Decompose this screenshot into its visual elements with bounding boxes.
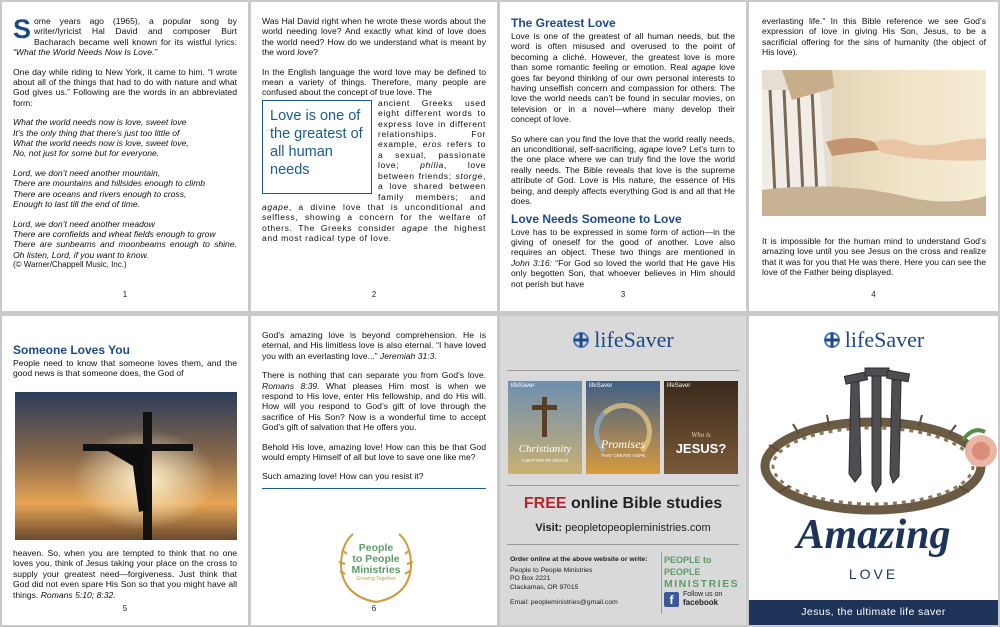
divider	[262, 488, 486, 489]
text: heaven. So, when you are tempted to think that no one loves you, think of Jesus taking your place on the cross to supply your greatest need—forgiveness. Just think that God did not even spare His Son so that you might have all things.	[13, 548, 237, 600]
page-5-para-2	[13, 548, 237, 600]
page-1	[2, 2, 248, 311]
text: love goes far beyond thinking of our own personal interests to having unselfish concern and compassion for others. The love the world needs can’t be found in secular movies, on television or in a novel—where many develop their concept of love.	[511, 62, 736, 125]
lyrics-verse-2	[13, 168, 237, 210]
cross-lifering-icon	[823, 331, 841, 349]
book-pretitle: Who is	[691, 431, 711, 439]
text: God’s amazing love is beyond comprehension. He is eternal, and His limitless love is also eternal. “I have loved you with an everlasting love...”	[262, 330, 486, 361]
divider	[507, 544, 739, 545]
text: love? Let’s turn to the one place where we can truly find the love the world really needs. The Bible reveals that love is the supreme attribute of God. Love is His nature, the essence of His being, and deeply affects everything God is and all that He does.	[511, 144, 735, 207]
people-to-people-logo	[335, 526, 417, 608]
cross-icon	[542, 397, 547, 437]
book-title: Christianity	[518, 443, 572, 455]
lyric-line: Enough to last till the end of time.	[13, 199, 141, 210]
pull-quote: Love is one of the greatest of all human needs	[262, 100, 372, 194]
org-name: People to People Ministries	[510, 567, 593, 575]
ptp-line: MINISTRIES	[664, 578, 740, 590]
facebook-text	[683, 591, 722, 607]
order-title: Order online at the above website or write:	[510, 556, 648, 563]
cross-lifering-icon	[572, 331, 590, 349]
brand-name: lifeSaver	[844, 327, 925, 352]
paragraph: Was Hal David right when he wrote these words about the world needing love? And exactly what kind of love does the world need? How do we understand what is meant by the word	[262, 16, 486, 58]
page-number: 2	[371, 290, 377, 299]
free-rest: online Bible studies	[570, 495, 723, 512]
lyric-line: There are sunbeams and moonbeams enough to shine. Oh listen, Lord, if you want to know.	[13, 239, 237, 260]
text: Love is one of the greatest of all human needs, but the word is often misused and overused to the point of becoming a cliché. However, the greatest love is more than some romantic feeling or emotion. Real	[511, 31, 735, 73]
page-4	[749, 2, 998, 311]
page-5-intro	[13, 343, 237, 388]
text: So where can you find the love that the world really needs, an unconditional, self-sacrificing,	[511, 133, 735, 155]
copyright: (© Warner/Chappell Music, Inc.)	[13, 260, 127, 270]
lyric-line: It’s the only thing that there’s just too little of	[13, 127, 180, 138]
logo-tagline: Growing Together	[356, 576, 396, 582]
page-number: 6	[371, 604, 377, 613]
page-1-text	[13, 16, 237, 271]
drop-cap: S	[13, 14, 32, 44]
divider	[507, 370, 739, 371]
logo-line: People	[358, 542, 394, 554]
crown-of-thorns-nails-image	[749, 356, 998, 526]
scripture-reference: Romans 8:39.	[262, 380, 320, 391]
lyric-line: What the world needs now is love, sweet love	[13, 117, 187, 128]
text: , a divine love that is unconditional and selfless, showing a concern for the welfare of others. The Greeks consider	[262, 201, 486, 233]
song-title: “What the World Needs Now Is Love.”	[13, 47, 158, 58]
book-subtitle: THAT CREATE HOPE	[600, 453, 646, 458]
text: the highest and most radical type of love.	[262, 222, 486, 244]
paragraph: Behold His love, amazing love! How can this be that God would empty Himself of all but love to save one like me?	[262, 441, 486, 463]
page-3-text	[511, 16, 735, 298]
front-cover	[749, 316, 998, 625]
brand-name: lifeSaver	[594, 327, 674, 352]
paragraph: In the English language the word love may be defined to mean a variety of things. Therefore, many people are confused about the concept of true love. The	[262, 66, 486, 98]
cover-title: Amazing	[796, 512, 951, 558]
emphasis: love	[297, 47, 314, 58]
divider	[507, 485, 739, 486]
book-christianity[interactable]	[508, 381, 582, 474]
city: Clackamas, OR 97015	[510, 583, 579, 591]
text: refers to a sexual, passionate love;	[378, 139, 486, 171]
crown-thorns-illustration	[749, 356, 998, 526]
fb-name: facebook	[683, 598, 719, 607]
page-number: 5	[122, 604, 128, 613]
scripture-reference: Romans 5:10; 8:32.	[40, 589, 116, 600]
text: What pleases Him most is when we respond to His love, enter His fellowship, and do His will. How will you respond to God’s gift of love through the sacrifice of His Son? Now is a wonderful time to accept God’s gift of salvation that He offers you.	[262, 380, 486, 433]
page-number: 1	[122, 290, 128, 299]
term-philia: philia	[420, 160, 444, 171]
book-title: JESUS?	[675, 441, 727, 456]
section-heading: The Greatest Love	[511, 16, 616, 30]
email[interactable]: Email: peopleministries@gmail.com	[510, 598, 618, 606]
website-link[interactable]: peopletopeopleministries.com	[565, 522, 711, 534]
scripture-reference: Jeremiah 31:3.	[379, 350, 437, 361]
free-studies-line	[500, 495, 746, 513]
visit-line	[500, 522, 746, 534]
term-agape: agape	[262, 201, 289, 212]
cover-subtitle: LOVE	[848, 566, 899, 582]
term-agape: agape	[691, 62, 716, 73]
cross-beam	[532, 405, 557, 410]
hands-reaching-photo	[762, 70, 986, 216]
book-brand: lifeSaver	[511, 383, 535, 389]
page-2	[251, 2, 497, 311]
text: Love has to be expressed in some form of action—in the giving of oneself for the good of another. Love also requires an object. These two things are mentioned in	[511, 226, 735, 258]
cover-tagline-bar: Jesus, the ultimate life saver	[749, 600, 998, 625]
page-number: 4	[871, 290, 876, 299]
ptp-wordmark	[664, 554, 744, 590]
vertical-divider	[661, 552, 662, 614]
page-6-text	[262, 330, 486, 489]
facebook-follow[interactable]	[664, 591, 722, 607]
free-word: FREE	[523, 495, 567, 512]
book-subtitle: A MATTER OF GRACE	[521, 458, 569, 463]
book-promises[interactable]	[586, 381, 660, 474]
scripture-reference: John 3:16:	[511, 257, 553, 268]
hands-illustration	[762, 70, 986, 216]
logo-line: to People	[352, 553, 400, 565]
facebook-icon: f	[664, 592, 679, 607]
term-storge: storge	[455, 170, 483, 181]
term-agape: agape	[639, 144, 663, 155]
page-number: 3	[620, 290, 626, 299]
brand-header	[749, 327, 998, 353]
lyric-line: There are cornfields and wheat fields enough to grow	[13, 228, 216, 239]
text: “For God so loved the world that He gave His only begotten Son, that whoever believes in Him should not perish but have	[511, 257, 736, 289]
lyric-line: There are oceans and rivers enough to cross,	[13, 188, 187, 199]
text: , a love shared between family members; and	[378, 170, 486, 202]
lyric-line: No, not just for some but for everyone.	[13, 148, 160, 159]
book-brand: lifeSaver	[589, 383, 613, 389]
logo-line: Ministries	[351, 564, 401, 576]
punctuation: ?	[313, 47, 318, 58]
lyric-line: What the world needs now is love, sweet love,	[13, 138, 189, 149]
lyric-line: Lord, we don’t need another mountain,	[13, 167, 161, 178]
page-2-text	[262, 16, 486, 244]
text: , love between friends;	[378, 160, 487, 181]
visit-label: Visit:	[535, 522, 563, 534]
lyrics-verse-1	[13, 117, 237, 159]
brand-header	[500, 327, 746, 353]
book-title: Promises	[600, 437, 646, 451]
text: ancient Greeks used eight different words to express love in different relationships. For example,	[378, 97, 486, 150]
page-4-para-1: everlasting life.” In this Bible reference we see God’s expression of love in giving His Son, Jesus, to be a sacrificial offering for the sins of humanity (the object of His love).	[762, 16, 986, 58]
intro-text: ome years ago (1965), a popular song by writer/lyricist Hal David and composer Burt Bacharach became well known for its wistful lyrics:	[34, 16, 237, 47]
section-heading: Someone Loves You	[13, 343, 130, 357]
paragraph: One day while riding to New York, it came to him. “I wrote about all of the things that had to do with nature and what God gives us.” Following are the words in an abbreviated form:	[13, 66, 237, 108]
page-6	[251, 316, 497, 625]
crucifix-sunset-photo	[15, 392, 237, 540]
logo-text	[335, 543, 417, 583]
book-who-is-jesus[interactable]	[664, 381, 738, 474]
crucifix-illustration	[15, 392, 237, 540]
po-box: PO Box 2221	[510, 575, 551, 583]
back-cover	[500, 316, 746, 625]
section-heading: Love Needs Someone to Love	[511, 211, 682, 226]
fb-follow-label: Follow us on	[683, 591, 723, 598]
paragraph: Such amazing love! How can you resist it?	[262, 471, 424, 482]
book-brand: lifeSaver	[667, 383, 691, 389]
text: There is nothing that can separate you from God’s love.	[262, 370, 486, 381]
page-5	[2, 316, 248, 625]
lyric-line: There are mountains and hillsides enough to climb	[13, 178, 206, 189]
page-4-para-2: It is impossible for the human mind to understand God’s amazing love until you see Jesus on the cross and realize that it was for you that He was there. Here you can see the love of the Father being displayed.	[762, 236, 986, 278]
term-agape: agape	[401, 222, 429, 233]
term-eros: eros	[422, 139, 442, 150]
lyric-line: Lord, we don’t need another meadow	[13, 218, 155, 229]
ptp-line: PEOPLE to PEOPLE	[664, 555, 712, 577]
page-3	[500, 2, 746, 311]
order-info	[510, 556, 660, 607]
lyrics-verse-3	[13, 219, 237, 261]
paragraph: People need to know that someone loves them, and the good news is that someone does, the God of	[13, 358, 237, 379]
